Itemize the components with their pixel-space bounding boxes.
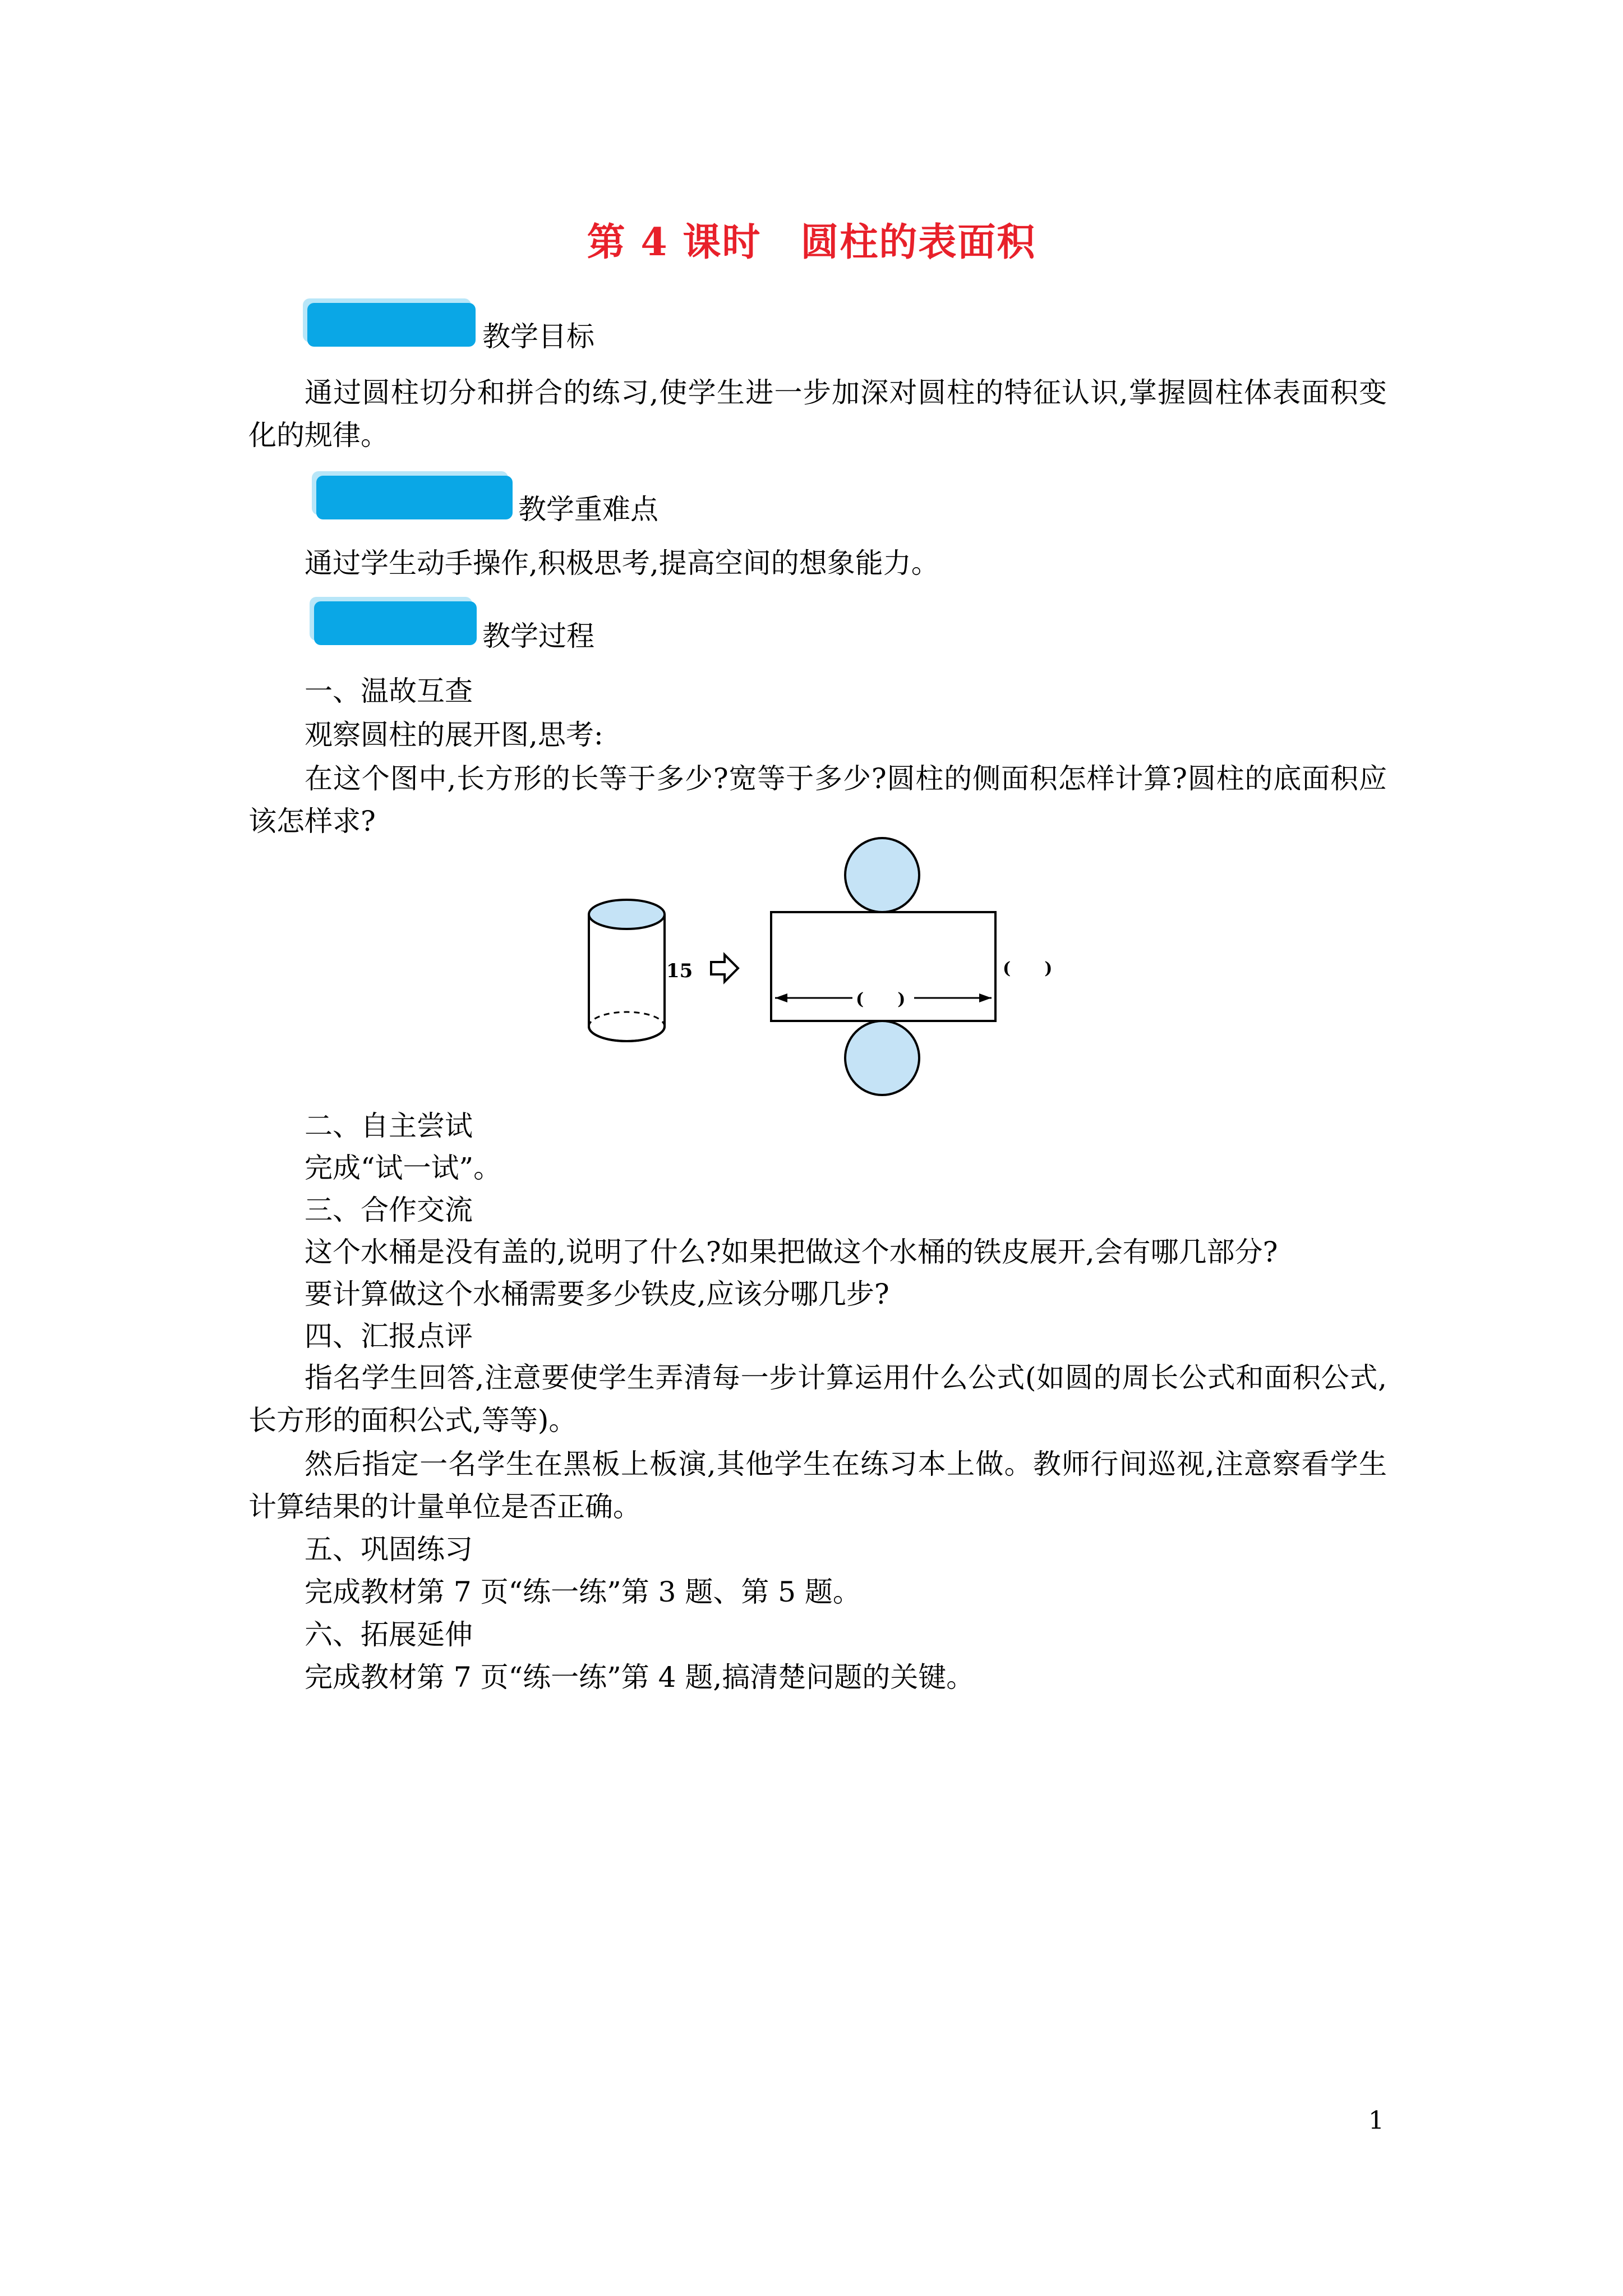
section-heading-goals: 教学目标 bbox=[482, 320, 594, 353]
step-3-title: 三、合作交流 bbox=[305, 1194, 473, 1226]
section-heading-badge bbox=[307, 303, 476, 347]
step-3-line-2: 要计算做这个水桶需要多少铁皮,应该分哪几步? bbox=[305, 1278, 889, 1310]
section-heading-process: 教学过程 bbox=[482, 620, 594, 652]
section-heading-key-points: 教学重难点 bbox=[518, 493, 658, 526]
right-arrow-icon bbox=[711, 955, 738, 982]
cylinder-bottom-fill bbox=[589, 1027, 665, 1041]
step-5-title: 五、巩固练习 bbox=[305, 1533, 473, 1566]
step-4-paragraph-1: 指名学生回答,注意要使学生弄清每一步计算运用什么公式(如圆的周长公式和面积公式,长方形的面积公式,等等)。 bbox=[248, 1361, 1387, 1437]
bottom-base-circle bbox=[845, 1021, 919, 1095]
key-points-paragraph: 通过学生动手操作,积极思考,提高空间的想象能力。 bbox=[305, 547, 939, 579]
step-5-line: 完成教材第 7 页“练一练”第 3 题、第 5 题。 bbox=[305, 1576, 861, 1608]
step-6-title: 六、拓展延伸 bbox=[305, 1618, 473, 1651]
cylinder-top-ellipse bbox=[589, 900, 665, 929]
step-1-title: 一、温故互查 bbox=[305, 675, 473, 707]
section-heading-badge bbox=[316, 476, 513, 519]
cylinder-illustration bbox=[589, 900, 665, 1041]
length-blank-label: ( ) bbox=[856, 990, 906, 1009]
page-title: 第 4 课时 圆柱的表面积 bbox=[587, 220, 1036, 265]
step-2-title: 二、自主尝试 bbox=[305, 1110, 473, 1142]
cylinder-height-label: 15 bbox=[666, 960, 693, 982]
step-1-paragraph: 在这个图中,长方形的长等于多少?宽等于多少?圆柱的侧面积怎样计算?圆柱的底面积应该怎样求? bbox=[248, 762, 1387, 838]
step-4-paragraph-2: 然后指定一名学生在黑板上板演,其他学生在练习本上做。教师行间巡视,注意察看学生计算结果的计量单位是否正确。 bbox=[248, 1448, 1387, 1523]
step-4-title: 四、汇报点评 bbox=[305, 1320, 473, 1352]
goals-paragraph: 通过圆柱切分和拼合的练习,使学生进一步加深对圆柱的特征认识,掌握圆柱体表面积变化的规律。 bbox=[248, 376, 1387, 452]
page-number: 1 bbox=[1368, 2106, 1384, 2135]
width-blank-label: ( ) bbox=[1003, 959, 1053, 978]
section-heading-badge bbox=[314, 601, 477, 645]
cylinder-net-figure bbox=[566, 836, 1071, 1105]
step-2-line: 完成“试一试”。 bbox=[305, 1152, 502, 1184]
step-3-line-1: 这个水桶是没有盖的,说明了什么?如果把做这个水桶的铁皮展开,会有哪几部分? bbox=[305, 1236, 1278, 1268]
step-1-line: 观察圆柱的展开图,思考: bbox=[305, 719, 603, 751]
step-6-line: 完成教材第 7 页“练一练”第 4 题,搞清楚问题的关键。 bbox=[305, 1661, 975, 1694]
top-base-circle bbox=[845, 838, 919, 912]
